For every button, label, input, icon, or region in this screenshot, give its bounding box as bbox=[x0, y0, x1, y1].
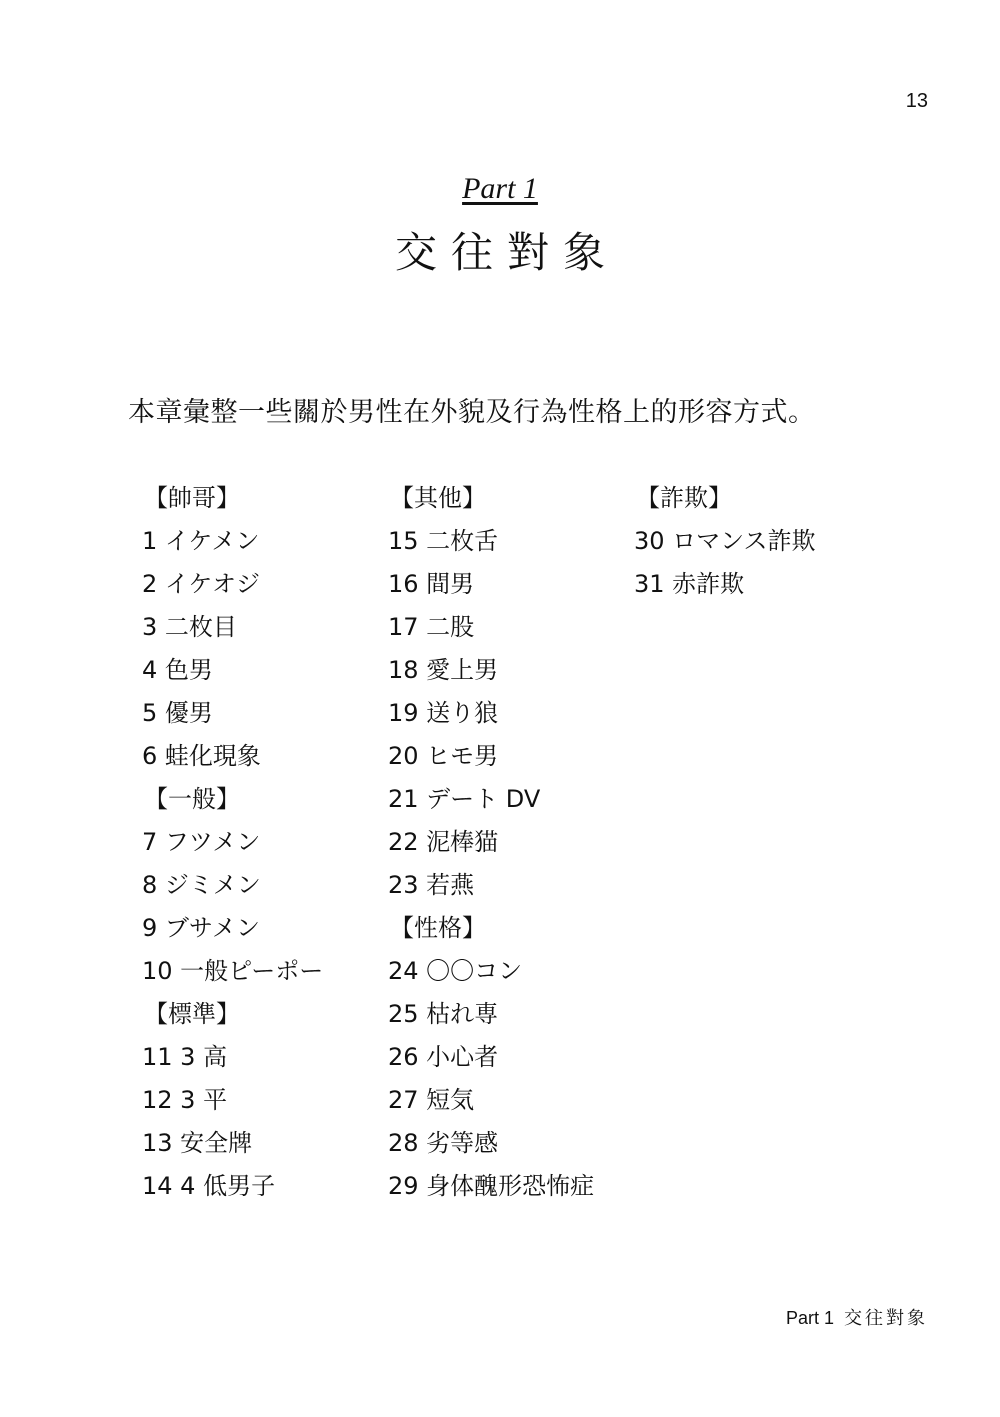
intro-text: 本章彙整一些關於男性在外貌及行為性格上的形容方式。 bbox=[128, 397, 816, 428]
term-entry: 28 劣等感 bbox=[388, 1129, 499, 1157]
term-entry: 10 一般ピーポー bbox=[142, 957, 324, 985]
term-column-3 bbox=[634, 477, 815, 606]
term-entry: 22 泥棒猫 bbox=[388, 828, 499, 856]
part-label: Part 1 bbox=[462, 172, 538, 205]
category-heading: 【性格】 bbox=[390, 914, 486, 942]
term-entry: 13 安全牌 bbox=[142, 1129, 253, 1157]
term-entry: 25 枯れ専 bbox=[388, 1000, 499, 1028]
category-heading: 【帥哥】 bbox=[144, 484, 240, 512]
category-heading: 【一般】 bbox=[144, 785, 240, 813]
term-entry: 5 優男 bbox=[142, 699, 213, 727]
term-column-1 bbox=[142, 477, 323, 1208]
page-number: 13 bbox=[905, 90, 928, 112]
term-entry: 23 若燕 bbox=[388, 871, 475, 899]
term-entry: 21 デート DV bbox=[388, 785, 541, 813]
term-entry: 31 赤詐欺 bbox=[634, 570, 745, 598]
term-entry: 17 二股 bbox=[388, 613, 475, 641]
term-entry: 15 二枚舌 bbox=[388, 527, 499, 555]
term-entry: 26 小心者 bbox=[388, 1043, 499, 1071]
term-entry: 11 3 高 bbox=[142, 1043, 228, 1071]
category-heading: 【詐欺】 bbox=[636, 484, 732, 512]
term-entry: 20 ヒモ男 bbox=[388, 742, 499, 770]
term-entry: 9 ブサメン bbox=[142, 914, 260, 942]
term-entry: 2 イケオジ bbox=[142, 570, 260, 598]
term-entry: 24 〇〇コン bbox=[388, 957, 523, 985]
term-column-2 bbox=[388, 477, 594, 1208]
term-entry: 1 イケメン bbox=[142, 527, 260, 555]
term-entry: 4 色男 bbox=[142, 656, 213, 684]
term-entry: 19 送り狼 bbox=[388, 699, 499, 727]
term-entry: 3 二枚目 bbox=[142, 613, 237, 641]
running-footer bbox=[786, 1304, 928, 1330]
category-heading: 【其他】 bbox=[390, 484, 486, 512]
term-entry: 8 ジミメン bbox=[142, 871, 261, 899]
term-entry: 14 4 低男子 bbox=[142, 1172, 276, 1200]
term-entry: 27 短気 bbox=[388, 1086, 475, 1114]
term-entry: 18 愛上男 bbox=[388, 656, 499, 684]
chapter-title: 交往對象 bbox=[394, 228, 619, 277]
term-entry: 12 3 平 bbox=[142, 1086, 228, 1114]
footer-part: Part 1 bbox=[785, 1308, 834, 1328]
category-heading: 【標準】 bbox=[144, 1000, 240, 1028]
footer-title: 交往對象 bbox=[844, 1308, 928, 1329]
term-entry: 30 ロマンス詐欺 bbox=[634, 527, 816, 555]
term-entry: 6 蛙化現象 bbox=[142, 742, 261, 770]
term-entry: 7 フツメン bbox=[142, 828, 261, 856]
term-entry: 29 身体醜形恐怖症 bbox=[388, 1172, 595, 1200]
term-entry: 16 間男 bbox=[388, 570, 475, 598]
